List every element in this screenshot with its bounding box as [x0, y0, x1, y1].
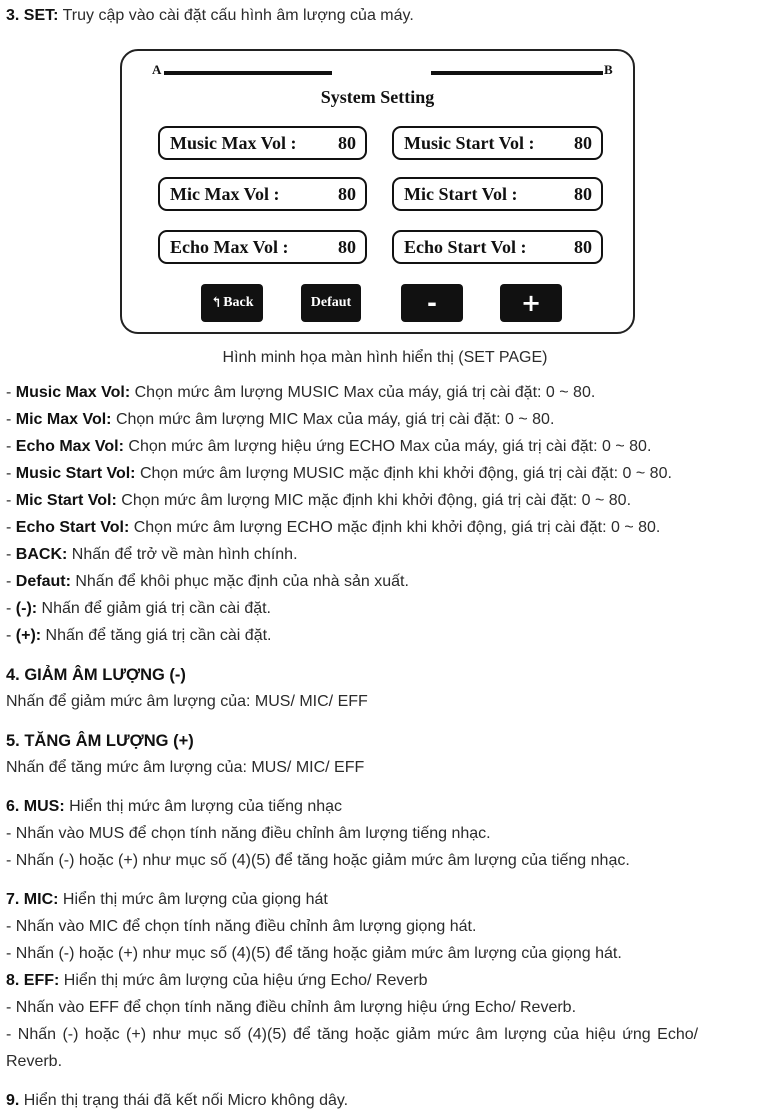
field-value: 80 — [338, 183, 356, 204]
section-5-text: Nhấn để tăng mức âm lượng của: MUS/ MIC/ EFF — [6, 759, 365, 776]
desc-text: Nhấn để trở về màn hình chính. — [67, 546, 298, 563]
desc-dash: - — [6, 384, 16, 401]
rail-a — [164, 71, 332, 75]
section-7-line-2: - Nhấn (-) hoặc (+) như mục số (4)(5) để tăng hoặc giảm mức âm lượng của giọng hát. — [6, 945, 622, 962]
section-8-number: 8. EFF: — [6, 972, 60, 989]
minus-label: - — [427, 289, 437, 317]
figure-caption: Hình minh họa màn hình hiển thị (SET PAGE) — [222, 349, 548, 366]
desc-dash: - — [6, 465, 16, 482]
desc-back — [6, 545, 298, 565]
desc-text: Chọn mức âm lượng hiệu ứng ECHO Max của máy, giá trị cài đặt: 0 ~ 80. — [123, 438, 652, 455]
desc-dash: - — [6, 573, 16, 590]
desc-plus — [6, 626, 271, 646]
field-label: Music Start Vol : — [404, 132, 535, 153]
desc-mic-max-vol — [6, 410, 554, 430]
desc-term: Defaut: — [15, 573, 71, 590]
desc-dash: - — [6, 411, 16, 428]
section-6-line-2: - Nhấn (-) hoặc (+) như mục số (4)(5) để tăng hoặc giảm mức âm lượng của tiếng nhạc. — [6, 852, 630, 869]
desc-text: Nhấn để khôi phục mặc định của nhà sản xuất. — [70, 573, 409, 590]
desc-dash: - — [6, 438, 16, 455]
section-7-text: Hiển thị mức âm lượng của giọng hát — [58, 891, 328, 908]
desc-echo-max-vol — [6, 437, 651, 457]
desc-term: (+): — [15, 627, 42, 644]
desc-music-max-vol — [6, 383, 595, 403]
section-7-number: 7. MIC: — [6, 891, 59, 908]
desc-music-start-vol — [6, 464, 672, 484]
music-max-vol-field[interactable] — [158, 126, 367, 160]
desc-minus — [6, 599, 271, 619]
desc-dash: - — [6, 492, 16, 509]
section-8-text: Hiển thị mức âm lượng của hiệu ứng Echo/ Reverb — [59, 972, 428, 989]
plus-label: + — [520, 289, 542, 317]
field-label: Echo Max Vol : — [170, 236, 289, 257]
section-8-line-1: - Nhấn vào EFF để chọn tính năng điều chỉnh âm lượng hiệu ứng Echo/ Reverb. — [6, 999, 577, 1016]
section-3-intro — [6, 6, 414, 26]
label-a: A — [152, 62, 162, 77]
section-6-heading — [6, 797, 342, 817]
section-9-line — [6, 1091, 348, 1111]
field-label: Echo Start Vol : — [404, 236, 527, 257]
default-button[interactable] — [301, 284, 361, 322]
section-8-heading — [6, 971, 427, 991]
desc-term: Music Max Vol: — [15, 384, 131, 401]
field-value: 80 — [574, 236, 592, 257]
screen-title: System Setting — [320, 87, 435, 107]
desc-text: Chọn mức âm lượng MIC mặc định khi khởi động, giá trị cài đặt: 0 ~ 80. — [116, 492, 632, 509]
desc-term: (-): — [15, 600, 38, 617]
desc-text: Nhấn để giảm giá trị cần cài đặt. — [37, 600, 271, 617]
desc-mic-start-vol — [6, 491, 631, 511]
field-value: 80 — [338, 132, 356, 153]
section-8-line-3: Reverb. — [6, 1053, 63, 1070]
back-button-label: Back — [223, 295, 254, 310]
back-arrow-icon: ↰ — [210, 295, 223, 311]
field-label: Music Max Vol : — [170, 132, 297, 153]
field-label: Mic Max Vol : — [170, 183, 280, 204]
field-value: 80 — [574, 132, 592, 153]
desc-dash: - — [6, 627, 16, 644]
section-7-line-1: - Nhấn vào MIC để chọn tính năng điều chỉnh âm lượng giọng hát. — [6, 918, 477, 935]
desc-term: Music Start Vol: — [15, 465, 136, 482]
section-3-number: 3. SET: — [6, 7, 59, 24]
mic-start-vol-field[interactable] — [392, 177, 603, 211]
music-start-vol-field[interactable] — [392, 126, 603, 160]
system-setting-screen — [120, 49, 635, 334]
section-6-number: 6. MUS: — [6, 798, 65, 815]
field-value: 80 — [574, 183, 592, 204]
section-8-line-2: - Nhấn (-) hoặc (+) như mục số (4)(5) để tăng hoặc giảm mức âm lượng của hiệu ứng Echo/ — [6, 1026, 699, 1043]
section-6-text: Hiển thị mức âm lượng của tiếng nhạc — [64, 798, 343, 815]
section-7-heading — [6, 890, 328, 910]
section-9-text: Hiển thị trạng thái đã kết nối Micro không dây. — [19, 1092, 349, 1109]
echo-max-vol-field[interactable] — [158, 230, 367, 264]
desc-term: Echo Max Vol: — [15, 438, 124, 455]
echo-start-vol-field[interactable] — [392, 230, 603, 264]
desc-dash: - — [6, 600, 16, 617]
mic-max-vol-field[interactable] — [158, 177, 367, 211]
section-4-heading: 4. GIẢM ÂM LƯỢNG (-) — [6, 666, 186, 684]
desc-text: Chọn mức âm lượng ECHO mặc định khi khởi động, giá trị cài đặt: 0 ~ 80. — [129, 519, 661, 536]
desc-text: Nhấn để tăng giá trị cần cài đặt. — [41, 627, 272, 644]
field-label: Mic Start Vol : — [404, 183, 518, 204]
section-9-number: 9. — [6, 1092, 20, 1109]
desc-text: Chọn mức âm lượng MUSIC Max của máy, giá trị cài đặt: 0 ~ 80. — [130, 384, 596, 401]
desc-term: BACK: — [15, 546, 68, 563]
desc-term: Mic Start Vol: — [15, 492, 117, 509]
desc-text: Chọn mức âm lượng MIC Max của máy, giá trị cài đặt: 0 ~ 80. — [111, 411, 555, 428]
desc-echo-start-vol — [6, 518, 660, 538]
desc-text: Chọn mức âm lượng MUSIC mặc định khi khởi động, giá trị cài đặt: 0 ~ 80. — [135, 465, 672, 482]
desc-dash: - — [6, 519, 16, 536]
desc-dash: - — [6, 546, 16, 563]
label-b: B — [604, 62, 613, 77]
rail-b — [431, 71, 603, 75]
default-button-label: Defaut — [310, 295, 352, 310]
field-value: 80 — [338, 236, 356, 257]
desc-term: Mic Max Vol: — [15, 411, 112, 428]
section-6-line-1: - Nhấn vào MUS để chọn tính năng điều chỉnh âm lượng tiếng nhạc. — [6, 825, 491, 842]
back-button[interactable] — [201, 284, 263, 322]
plus-button[interactable] — [500, 284, 562, 322]
section-3-text: Truy cập vào cài đặt cấu hình âm lượng của máy. — [58, 7, 414, 24]
section-4-text: Nhấn để giảm mức âm lượng của: MUS/ MIC/ EFF — [6, 693, 368, 710]
desc-default — [6, 572, 409, 592]
desc-term: Echo Start Vol: — [15, 519, 130, 536]
minus-button[interactable] — [401, 284, 463, 322]
section-5-heading: 5. TĂNG ÂM LƯỢNG (+) — [6, 732, 194, 750]
